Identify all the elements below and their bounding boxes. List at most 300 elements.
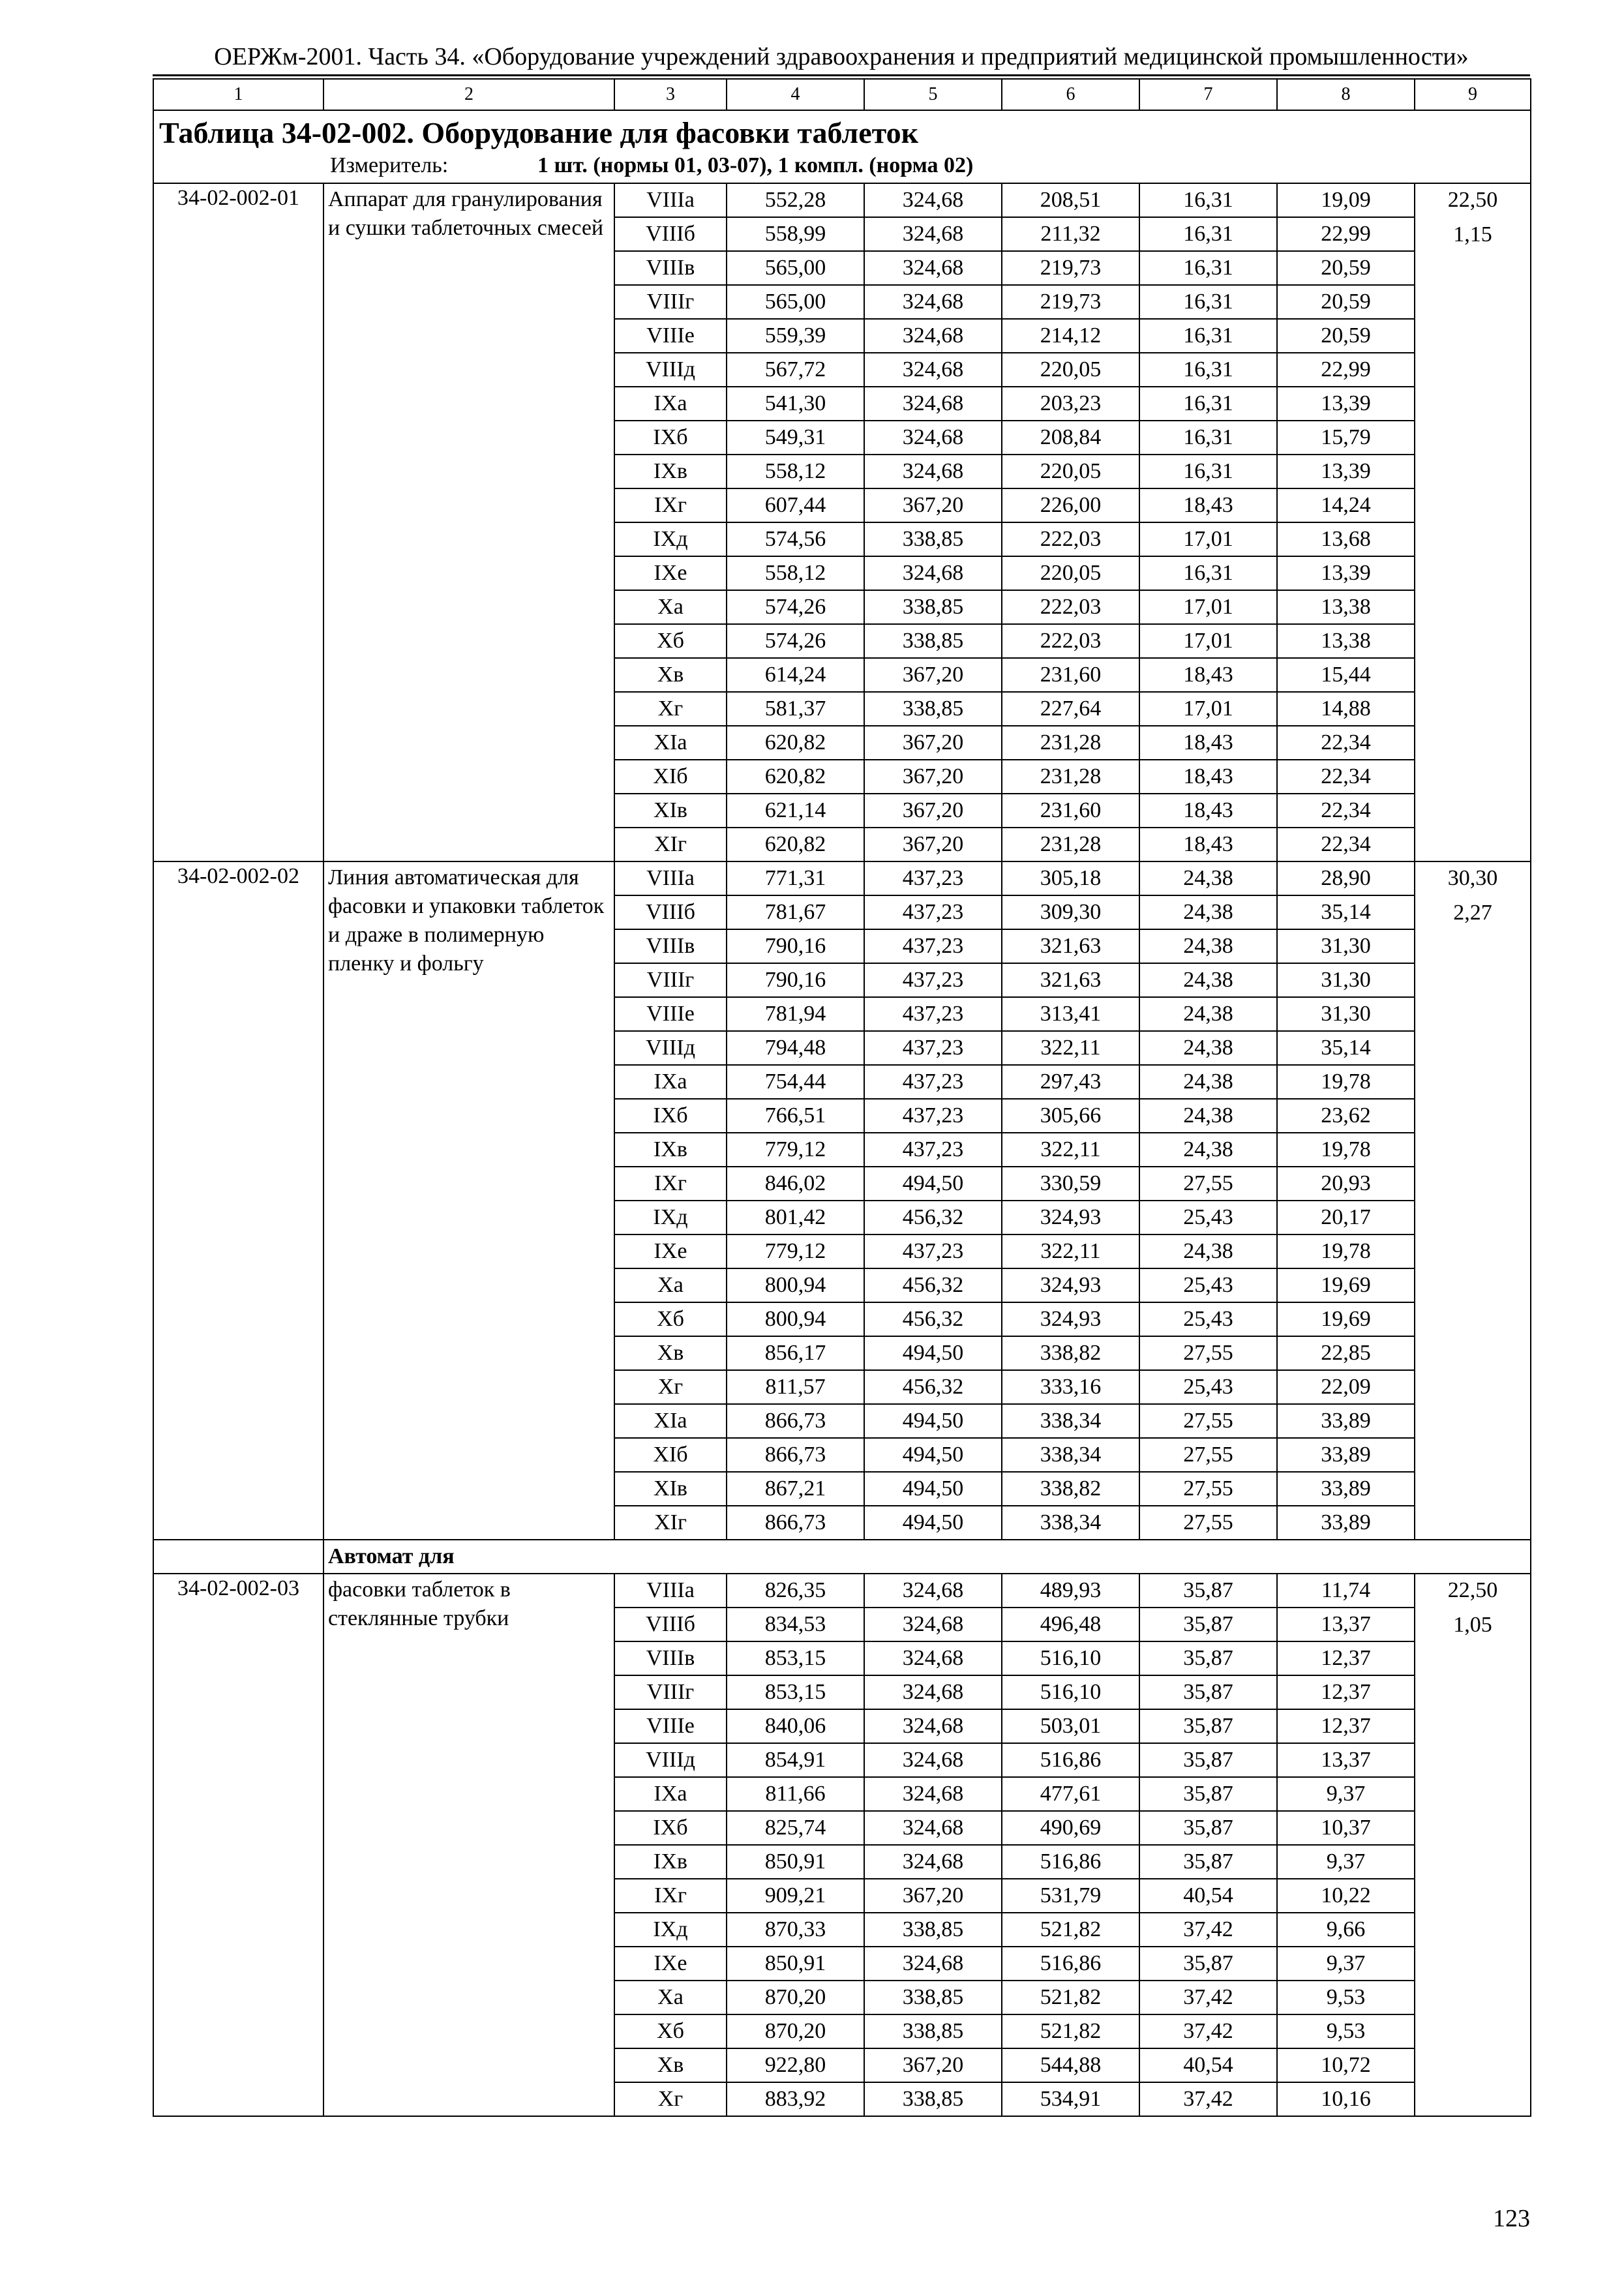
cell-col-6: 203,23	[1002, 387, 1139, 421]
cell-col-6: 220,05	[1002, 353, 1139, 387]
cell-col-8: 19,78	[1277, 1133, 1415, 1167]
cell-col-6: 226,00	[1002, 488, 1139, 522]
cell-col-4: 559,39	[727, 319, 864, 353]
cell-col-5: 437,23	[864, 1133, 1002, 1167]
cell-col-7: 37,42	[1139, 1913, 1277, 1947]
cell-col-7: 18,43	[1139, 726, 1277, 760]
cell-col-7: 18,43	[1139, 658, 1277, 692]
cell-col-6: 324,93	[1002, 1302, 1139, 1336]
cell-col-8: 13,68	[1277, 522, 1415, 556]
zone-code: Xб	[614, 2014, 727, 2048]
cell-col-8: 22,34	[1277, 760, 1415, 794]
cell-col-4: 850,91	[727, 1947, 864, 1981]
zone-code: VIIIд	[614, 353, 727, 387]
cell-col-8: 15,44	[1277, 658, 1415, 692]
cell-col-7: 35,87	[1139, 1811, 1277, 1845]
cell-col-4: 870,20	[727, 2014, 864, 2048]
cell-col-6: 313,41	[1002, 997, 1139, 1031]
cell-col-6: 227,64	[1002, 692, 1139, 726]
zone-code: VIIIа	[614, 861, 727, 895]
cell-col-4: 909,21	[727, 1879, 864, 1913]
cell-col-5: 367,20	[864, 726, 1002, 760]
cell-col-6: 333,16	[1002, 1370, 1139, 1404]
cell-col-8: 33,89	[1277, 1438, 1415, 1472]
zone-code: IXд	[614, 522, 727, 556]
cell-col-7: 35,87	[1139, 1675, 1277, 1709]
cell-col-7: 16,31	[1139, 319, 1277, 353]
cell-col-7: 16,31	[1139, 353, 1277, 387]
zone-code: VIIIв	[614, 929, 727, 963]
cell-col-4: 565,00	[727, 285, 864, 319]
zone-code: Xг	[614, 2082, 727, 2116]
cell-col-6: 516,86	[1002, 1845, 1139, 1879]
cell-col-4: 771,31	[727, 861, 864, 895]
cell-col-5: 456,32	[864, 1302, 1002, 1336]
cell-col-5: 324,68	[864, 1777, 1002, 1811]
cell-col-7: 27,55	[1139, 1506, 1277, 1540]
cell-col-6: 220,05	[1002, 556, 1139, 590]
cell-col-7: 24,38	[1139, 1065, 1277, 1099]
cell-col-8: 10,37	[1277, 1811, 1415, 1845]
cell-col-7: 17,01	[1139, 590, 1277, 624]
cell-col-8: 12,37	[1277, 1709, 1415, 1743]
measure-line	[159, 153, 1525, 179]
cell-col-7: 25,43	[1139, 1370, 1277, 1404]
cell-col-4: 840,06	[727, 1709, 864, 1743]
cell-col-7: 18,43	[1139, 828, 1277, 861]
cell-col-8: 22,99	[1277, 353, 1415, 387]
cell-col-7: 35,87	[1139, 1845, 1277, 1879]
zone-code: IXе	[614, 1234, 727, 1268]
zone-code: IXв	[614, 1133, 727, 1167]
cell-col-8: 12,37	[1277, 1675, 1415, 1709]
cell-col-5: 456,32	[864, 1370, 1002, 1404]
column-number: 8	[1277, 79, 1415, 110]
cell-col-6: 222,03	[1002, 624, 1139, 658]
cell-col-5: 338,85	[864, 2082, 1002, 2116]
cell-col-8: 9,37	[1277, 1947, 1415, 1981]
cell-col-6: 211,32	[1002, 217, 1139, 251]
cell-col-7: 18,43	[1139, 794, 1277, 828]
cell-col-4: 853,15	[727, 1675, 864, 1709]
cell-col-7: 17,01	[1139, 692, 1277, 726]
cell-col-5: 324,68	[864, 183, 1002, 217]
cell-col-6: 324,93	[1002, 1201, 1139, 1234]
cell-col-4: 850,91	[727, 1845, 864, 1879]
zone-code: VIIIв	[614, 1641, 727, 1675]
zone-code: VIIIе	[614, 997, 727, 1031]
cell-col-6: 516,10	[1002, 1641, 1139, 1675]
col-9-value: 22,50	[1447, 188, 1498, 212]
cell-col-6: 208,84	[1002, 421, 1139, 455]
cell-col-5: 367,20	[864, 1879, 1002, 1913]
cell-col-7: 27,55	[1139, 1404, 1277, 1438]
cell-col-4: 581,37	[727, 692, 864, 726]
zone-code: VIIIа	[614, 183, 727, 217]
cell-col-4: 922,80	[727, 2048, 864, 2082]
cell-col-8: 9,37	[1277, 1845, 1415, 1879]
cell-col-6: 516,86	[1002, 1743, 1139, 1777]
cell-col-7: 27,55	[1139, 1472, 1277, 1506]
cell-col-5: 324,68	[864, 285, 1002, 319]
cell-col-8: 35,14	[1277, 895, 1415, 929]
cell-col-5: 324,68	[864, 1675, 1002, 1709]
norm-description: Линия автоматическая для фасовки и упаковки таблеток и драже в полимерную пленку и фольгу	[323, 861, 614, 1540]
cell-col-7: 35,87	[1139, 1777, 1277, 1811]
cell-col-5: 324,68	[864, 455, 1002, 488]
cell-col-5: 338,85	[864, 1913, 1002, 1947]
zone-code: Xг	[614, 1370, 727, 1404]
cell-col-5: 324,68	[864, 251, 1002, 285]
cell-col-5: 324,68	[864, 1811, 1002, 1845]
cell-col-7: 24,38	[1139, 1234, 1277, 1268]
cell-col-6: 305,66	[1002, 1099, 1139, 1133]
cell-col-8: 15,79	[1277, 421, 1415, 455]
cell-col-8: 9,53	[1277, 2014, 1415, 2048]
cell-col-5: 437,23	[864, 963, 1002, 997]
cell-col-7: 37,42	[1139, 2082, 1277, 2116]
cell-col-7: 16,31	[1139, 556, 1277, 590]
cell-col-5: 324,68	[864, 421, 1002, 455]
cell-col-4: 883,92	[727, 2082, 864, 2116]
cell-col-7: 37,42	[1139, 1981, 1277, 2014]
cell-col-9	[1415, 1574, 1531, 2116]
cell-col-8: 19,78	[1277, 1065, 1415, 1099]
cell-col-7: 24,38	[1139, 929, 1277, 963]
cell-col-8: 23,62	[1277, 1099, 1415, 1133]
cell-col-4: 870,33	[727, 1913, 864, 1947]
cell-col-4: 549,31	[727, 421, 864, 455]
zone-code: Xб	[614, 1302, 727, 1336]
cell-col-7: 35,87	[1139, 1743, 1277, 1777]
cell-col-7: 24,38	[1139, 1133, 1277, 1167]
cell-col-4: 574,26	[727, 624, 864, 658]
cell-col-5: 437,23	[864, 1031, 1002, 1065]
cell-col-6: 531,79	[1002, 1879, 1139, 1913]
cell-col-7: 27,55	[1139, 1167, 1277, 1201]
cell-col-8: 22,09	[1277, 1370, 1415, 1404]
cell-col-7: 25,43	[1139, 1201, 1277, 1234]
cell-col-4: 846,02	[727, 1167, 864, 1201]
zone-code: IXб	[614, 421, 727, 455]
measure-value: 1 шт. (нормы 01, 03-07), 1 компл. (норма 02)	[537, 153, 974, 177]
col-9-value: 1,15	[1453, 222, 1492, 247]
zone-code: XIб	[614, 1438, 727, 1472]
cell-col-4: 565,00	[727, 251, 864, 285]
zone-code: Xв	[614, 658, 727, 692]
zone-code: VIIIг	[614, 963, 727, 997]
cell-col-6: 309,30	[1002, 895, 1139, 929]
cell-col-6: 338,82	[1002, 1472, 1139, 1506]
cell-col-4: 801,42	[727, 1201, 864, 1234]
cell-col-5: 494,50	[864, 1438, 1002, 1472]
zone-code: IXб	[614, 1099, 727, 1133]
cell-col-6: 321,63	[1002, 963, 1139, 997]
cell-col-6: 220,05	[1002, 455, 1139, 488]
cell-col-8: 13,39	[1277, 556, 1415, 590]
cell-col-4: 826,35	[727, 1574, 864, 1608]
cell-col-6: 222,03	[1002, 522, 1139, 556]
zone-code: IXа	[614, 387, 727, 421]
cell-col-7: 16,31	[1139, 183, 1277, 217]
column-number: 1	[153, 79, 323, 110]
cell-col-7: 17,01	[1139, 522, 1277, 556]
table-row	[153, 183, 1531, 217]
cell-col-5: 437,23	[864, 1065, 1002, 1099]
cell-col-7: 24,38	[1139, 963, 1277, 997]
group-label-row	[153, 1540, 1531, 1574]
cell-col-6: 214,12	[1002, 319, 1139, 353]
cell-col-6: 222,03	[1002, 590, 1139, 624]
cell-col-5: 324,68	[864, 1743, 1002, 1777]
zone-code: VIIIг	[614, 1675, 727, 1709]
cell-col-4: 552,28	[727, 183, 864, 217]
zone-code: VIIIб	[614, 1608, 727, 1641]
cell-col-4: 574,26	[727, 590, 864, 624]
cell-col-5: 437,23	[864, 1234, 1002, 1268]
zone-code: Xв	[614, 1336, 727, 1370]
norm-code: 34-02-002-03	[153, 1574, 323, 2116]
cell-col-6: 521,82	[1002, 2014, 1139, 2048]
cell-col-5: 324,68	[864, 1845, 1002, 1879]
cell-col-8: 19,09	[1277, 183, 1415, 217]
cell-col-7: 18,43	[1139, 488, 1277, 522]
cell-col-5: 324,68	[864, 387, 1002, 421]
cell-col-7: 40,54	[1139, 2048, 1277, 2082]
cell-col-5: 324,68	[864, 1574, 1002, 1608]
cell-col-6: 297,43	[1002, 1065, 1139, 1099]
zone-code: VIIIб	[614, 895, 727, 929]
cell-col-9	[1415, 183, 1531, 861]
cell-col-7: 17,01	[1139, 624, 1277, 658]
table-row	[153, 1574, 1531, 1608]
header-rule	[153, 74, 1530, 76]
zone-code: XIв	[614, 794, 727, 828]
column-number: 7	[1139, 79, 1277, 110]
cell-col-6: 231,28	[1002, 760, 1139, 794]
cell-col-6: 231,28	[1002, 726, 1139, 760]
cell-col-6: 489,93	[1002, 1574, 1139, 1608]
cell-col-8: 33,89	[1277, 1506, 1415, 1540]
cell-col-4: 834,53	[727, 1608, 864, 1641]
cell-col-5: 367,20	[864, 794, 1002, 828]
cell-col-8: 14,24	[1277, 488, 1415, 522]
cell-col-5: 494,50	[864, 1404, 1002, 1438]
zone-code: VIIIе	[614, 1709, 727, 1743]
cell-col-4: 856,17	[727, 1336, 864, 1370]
cell-col-8: 9,37	[1277, 1777, 1415, 1811]
column-number: 4	[727, 79, 864, 110]
cell-col-8: 22,85	[1277, 1336, 1415, 1370]
cell-col-8: 13,39	[1277, 455, 1415, 488]
cell-col-8: 20,59	[1277, 285, 1415, 319]
zone-code: Xв	[614, 2048, 727, 2082]
cell-col-6: 208,51	[1002, 183, 1139, 217]
cell-col-5: 437,23	[864, 929, 1002, 963]
cell-col-5: 338,85	[864, 590, 1002, 624]
col-9-value: 1,05	[1453, 1613, 1492, 1637]
table-title: Таблица 34-02-002. Оборудование для фасовки таблеток	[159, 116, 919, 149]
cell-col-8: 10,16	[1277, 2082, 1415, 2116]
cell-col-7: 24,38	[1139, 997, 1277, 1031]
cell-col-8: 28,90	[1277, 861, 1415, 895]
cell-col-4: 620,82	[727, 726, 864, 760]
cell-col-4: 811,57	[727, 1370, 864, 1404]
cell-col-4: 781,67	[727, 895, 864, 929]
zone-code: IXе	[614, 1947, 727, 1981]
cell-col-5: 456,32	[864, 1268, 1002, 1302]
cell-col-4: 620,82	[727, 828, 864, 861]
zone-code: IXв	[614, 1845, 727, 1879]
zone-code: VIIIб	[614, 217, 727, 251]
cell-col-8: 19,69	[1277, 1302, 1415, 1336]
zone-code: XIа	[614, 1404, 727, 1438]
cell-col-6: 490,69	[1002, 1811, 1139, 1845]
cell-col-8: 9,53	[1277, 1981, 1415, 2014]
norm-code: 34-02-002-02	[153, 861, 323, 1540]
table-title-row	[153, 110, 1531, 183]
cell-col-7: 27,55	[1139, 1336, 1277, 1370]
cell-col-8: 19,69	[1277, 1268, 1415, 1302]
cell-col-7: 16,31	[1139, 455, 1277, 488]
table-title-cell	[153, 110, 1531, 183]
cell-col-8: 10,72	[1277, 2048, 1415, 2082]
zone-code: XIб	[614, 760, 727, 794]
cell-col-5: 338,85	[864, 692, 1002, 726]
zone-code: XIг	[614, 1506, 727, 1540]
cell-col-5: 367,20	[864, 658, 1002, 692]
cell-col-7: 37,42	[1139, 2014, 1277, 2048]
cell-col-5: 324,68	[864, 1709, 1002, 1743]
cell-col-5: 494,50	[864, 1167, 1002, 1201]
cell-col-6: 322,11	[1002, 1031, 1139, 1065]
zone-code: IXг	[614, 1167, 727, 1201]
cell-col-6: 338,34	[1002, 1404, 1139, 1438]
zone-code: XIг	[614, 828, 727, 861]
zone-code: VIIIг	[614, 285, 727, 319]
page-number: 123	[1493, 2205, 1530, 2232]
cell-col-7: 25,43	[1139, 1302, 1277, 1336]
cell-col-6: 305,18	[1002, 861, 1139, 895]
cell-col-6: 231,60	[1002, 794, 1139, 828]
cell-col-7: 18,43	[1139, 760, 1277, 794]
cell-col-8: 31,30	[1277, 929, 1415, 963]
zone-code: Xб	[614, 624, 727, 658]
cell-col-8: 33,89	[1277, 1404, 1415, 1438]
cell-col-7: 35,87	[1139, 1709, 1277, 1743]
cell-col-6: 324,93	[1002, 1268, 1139, 1302]
cell-col-5: 324,68	[864, 319, 1002, 353]
cell-col-7: 35,87	[1139, 1574, 1277, 1608]
cell-col-4: 866,73	[727, 1404, 864, 1438]
zone-code: Xа	[614, 590, 727, 624]
cell-col-6: 338,34	[1002, 1506, 1139, 1540]
zone-code: IXг	[614, 488, 727, 522]
zone-code: IXд	[614, 1201, 727, 1234]
col-9-value: 30,30	[1447, 866, 1498, 890]
cell-col-4: 870,20	[727, 1981, 864, 2014]
zone-code: IXб	[614, 1811, 727, 1845]
zone-code: VIIIе	[614, 319, 727, 353]
cell-col-8: 22,34	[1277, 794, 1415, 828]
cell-col-5: 494,50	[864, 1472, 1002, 1506]
cell-col-6: 521,82	[1002, 1913, 1139, 1947]
cell-col-4: 794,48	[727, 1031, 864, 1065]
cell-col-4: 790,16	[727, 963, 864, 997]
zone-code: Xа	[614, 1981, 727, 2014]
cell-col-5: 338,85	[864, 624, 1002, 658]
zone-code: IXг	[614, 1879, 727, 1913]
cell-col-8: 33,89	[1277, 1472, 1415, 1506]
cell-col-8: 10,22	[1277, 1879, 1415, 1913]
cell-col-8: 22,34	[1277, 726, 1415, 760]
cell-col-8: 13,37	[1277, 1743, 1415, 1777]
cell-col-4: 853,15	[727, 1641, 864, 1675]
cell-col-5: 437,23	[864, 895, 1002, 929]
zone-code: Xа	[614, 1268, 727, 1302]
cell-col-4: 614,24	[727, 658, 864, 692]
cell-col-8: 9,66	[1277, 1913, 1415, 1947]
cell-col-4: 781,94	[727, 997, 864, 1031]
cell-col-8: 20,59	[1277, 251, 1415, 285]
cell-col-7: 24,38	[1139, 1099, 1277, 1133]
column-number: 9	[1415, 79, 1531, 110]
cell-col-4: 867,21	[727, 1472, 864, 1506]
zone-code: IXе	[614, 556, 727, 590]
cell-col-4: 574,56	[727, 522, 864, 556]
cell-col-7: 24,38	[1139, 861, 1277, 895]
cell-col-8: 13,37	[1277, 1608, 1415, 1641]
cell-col-7: 27,55	[1139, 1438, 1277, 1472]
cell-col-6: 521,82	[1002, 1981, 1139, 2014]
cell-col-5: 494,50	[864, 1336, 1002, 1370]
cell-col-4: 790,16	[727, 929, 864, 963]
cell-col-7: 16,31	[1139, 217, 1277, 251]
cell-col-7: 16,31	[1139, 387, 1277, 421]
cell-col-8: 20,93	[1277, 1167, 1415, 1201]
column-number: 2	[323, 79, 614, 110]
cell-col-4: 766,51	[727, 1099, 864, 1133]
cell-col-4: 800,94	[727, 1302, 864, 1336]
table-row	[153, 861, 1531, 895]
cell-col-8: 19,78	[1277, 1234, 1415, 1268]
column-number: 5	[864, 79, 1002, 110]
cell-col-6: 321,63	[1002, 929, 1139, 963]
cell-col-7: 35,87	[1139, 1608, 1277, 1641]
cell-col-8: 20,17	[1277, 1201, 1415, 1234]
cell-col-6: 322,11	[1002, 1234, 1139, 1268]
zone-code: Xг	[614, 692, 727, 726]
column-number-row	[153, 79, 1531, 110]
cell-col-4: 567,72	[727, 353, 864, 387]
running-header: ОЕРЖм-2001. Часть 34. «Оборудование учреждений здравоохранения и предприятий медицинской промышленности»	[214, 43, 1469, 70]
cell-col-6: 516,10	[1002, 1675, 1139, 1709]
cell-col-8: 13,38	[1277, 624, 1415, 658]
cell-col-5: 324,68	[864, 556, 1002, 590]
table-body	[153, 79, 1531, 2116]
cell-col-4: 607,44	[727, 488, 864, 522]
zone-code: IXа	[614, 1777, 727, 1811]
cell-col-8: 12,37	[1277, 1641, 1415, 1675]
cell-col-6: 516,86	[1002, 1947, 1139, 1981]
cell-col-5: 367,20	[864, 760, 1002, 794]
group-label: Автомат для	[323, 1540, 1531, 1574]
zone-code: XIа	[614, 726, 727, 760]
zone-code: VIIIд	[614, 1031, 727, 1065]
cell-col-4: 541,30	[727, 387, 864, 421]
cell-col-6: 322,11	[1002, 1133, 1139, 1167]
zone-code: VIIIа	[614, 1574, 727, 1608]
